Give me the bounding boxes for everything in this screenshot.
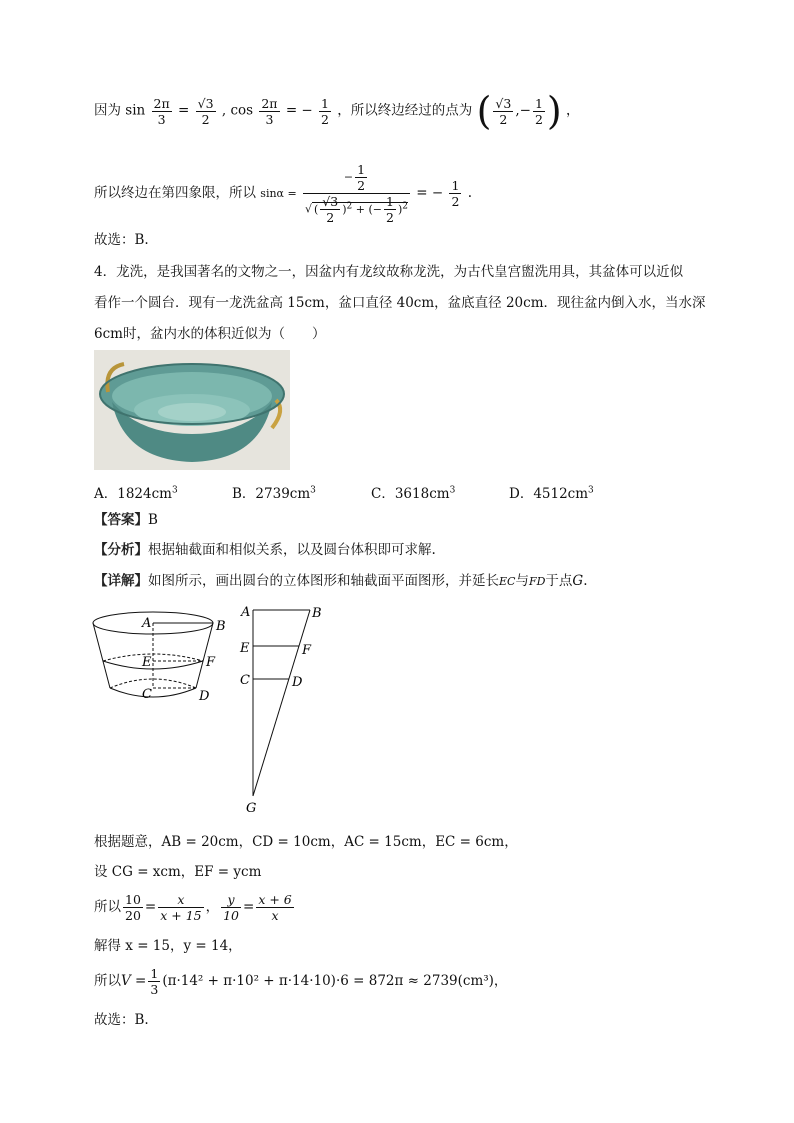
- plus: +: [355, 202, 365, 216]
- den: 3: [265, 111, 274, 127]
- den: x + 15: [160, 908, 202, 923]
- sec-label-d: D: [292, 675, 303, 690]
- num: 1: [321, 95, 329, 111]
- option-label: D．: [509, 486, 534, 502]
- analysis-line: [94, 540, 436, 560]
- num: x: [158, 892, 203, 908]
- comma: ,−: [515, 102, 531, 119]
- q4-line1: 4．龙洗，是我国著名的文物之一，因盆内有龙纹故称龙洗，为古代皇宫盥洗用具，其盆体可以近似: [94, 264, 684, 280]
- ratio-line: [94, 892, 296, 923]
- sin-alpha-line: [94, 162, 472, 225]
- num: 2π: [261, 95, 278, 111]
- cos: cos: [230, 102, 254, 119]
- answer-line: [94, 510, 158, 530]
- frac: [123, 892, 143, 923]
- label-b: B: [216, 619, 226, 634]
- eq: =: [178, 102, 190, 119]
- label-c: C: [142, 687, 152, 702]
- analysis-tag: 【分析】: [94, 542, 148, 558]
- den: 2: [385, 210, 394, 225]
- choose-b-1: 故选：B.: [94, 232, 149, 248]
- frustum-figure: [90, 600, 340, 820]
- given-line: 根据题意，AB = 20cm，CD = 10cm，AC = 15cm，EC = 6cm，: [94, 834, 518, 850]
- text: .: [583, 573, 588, 589]
- frac: [320, 194, 340, 225]
- frac: [158, 892, 203, 923]
- text: 于点: [545, 573, 573, 589]
- num: 1: [451, 178, 460, 193]
- option-b: [232, 482, 316, 502]
- text: 因为: [94, 102, 121, 119]
- text: 所以终边在第四象限，所以: [94, 185, 256, 201]
- option-d: [509, 482, 594, 502]
- q4-line2: 看作一个圆台．现有一龙洗盆高 15cm，盆口直径 40cm，盆底直径 20cm．现往盆内倒入水，当水深: [94, 295, 706, 311]
- num: [303, 162, 410, 194]
- den: 2: [357, 178, 366, 193]
- text: 如图所示，画出圆台的立体图形和轴截面平面图形，并延长: [148, 573, 499, 589]
- den: 2: [326, 210, 335, 225]
- frac: [221, 892, 241, 923]
- den: x: [271, 908, 279, 923]
- option-c: [371, 482, 455, 502]
- sup: 2: [346, 200, 353, 211]
- g: G: [572, 573, 584, 589]
- eq: = −: [416, 185, 444, 201]
- option-label: C．: [371, 486, 395, 502]
- sec-label-f: F: [302, 643, 312, 658]
- option-label: B．: [232, 486, 256, 502]
- paren: (: [476, 89, 492, 133]
- left-edge: [93, 623, 110, 688]
- sin: sin: [125, 102, 146, 119]
- num: 1: [385, 194, 394, 209]
- sup: 2: [402, 200, 408, 211]
- num: 1: [357, 162, 366, 177]
- label-d: D: [199, 689, 210, 704]
- den: 20: [125, 908, 141, 923]
- den: 3: [150, 982, 159, 997]
- let-line: 设 CG = xcm，EF = ycm: [94, 864, 262, 880]
- paren: ): [546, 89, 562, 133]
- bottom-front: [110, 688, 196, 697]
- num: √3: [322, 194, 339, 209]
- frac: [533, 96, 545, 127]
- text: 与: [515, 573, 529, 589]
- num: √3: [197, 95, 214, 111]
- num: 1: [150, 966, 159, 981]
- sec-label-e: E: [240, 641, 250, 656]
- expr: (π·14² + π·10² + π·14·10)·6 = 872π ≈ 2739(cm³)，: [162, 973, 508, 989]
- frac: [196, 96, 216, 127]
- num: 10: [125, 892, 141, 907]
- solve-line: 解得 x = 15，y = 14，: [94, 938, 242, 954]
- q4-line3: 6cm时，盆内水的体积近似为（ ）: [94, 326, 326, 342]
- frac: [259, 96, 279, 127]
- text: ，所以终边经过的点为: [337, 102, 473, 119]
- text: .: [467, 185, 473, 201]
- option-value: 3618cm: [394, 486, 450, 502]
- comma: ，: [205, 899, 220, 915]
- answer-tag: 【答案】: [94, 512, 148, 528]
- den: √ ( $\frac{√3}{2}$ )$^2$ + (− $\frac{1}{2}$ )$^2$: [304, 194, 408, 225]
- den: 3: [157, 111, 166, 127]
- big-frac: [303, 162, 410, 225]
- option-exp: 3: [449, 485, 456, 496]
- den: 2: [321, 111, 329, 127]
- option-label: A．: [94, 486, 118, 502]
- section-bg: [253, 610, 310, 796]
- answer: B: [148, 512, 158, 528]
- num: √3: [495, 95, 512, 111]
- comma: ,: [221, 102, 227, 119]
- sec-label-c: C: [240, 673, 250, 688]
- sec-label-b: B: [312, 606, 322, 621]
- choose-b-2: 故选：B.: [94, 1012, 149, 1028]
- num: 2π: [153, 95, 170, 111]
- analysis: 根据轴截面和相似关系，以及圆台体积即可求解.: [148, 542, 436, 558]
- option-exp: 3: [310, 485, 316, 496]
- option-value: 2739cm: [255, 486, 311, 502]
- label-a: A: [142, 616, 152, 631]
- option-exp: 3: [588, 485, 594, 496]
- eq: =: [243, 899, 255, 915]
- option-value: 4512cm: [533, 486, 589, 502]
- neg: −: [343, 170, 354, 184]
- v: V =: [121, 973, 147, 989]
- frac: [148, 966, 160, 997]
- text: 所以: [94, 973, 121, 989]
- den: 2: [201, 111, 210, 127]
- num: y: [221, 892, 241, 908]
- sin-cos-line: [94, 89, 580, 133]
- frac: [355, 162, 367, 193]
- eq: = −: [285, 102, 313, 119]
- volume-line: [94, 966, 507, 997]
- label-e: E: [142, 655, 152, 670]
- frac: [152, 96, 172, 127]
- bronze-basin-photo: [94, 350, 290, 470]
- sec-label-g: G: [246, 801, 257, 816]
- eq: =: [144, 899, 157, 915]
- fd: FD: [528, 575, 546, 588]
- frac: [319, 96, 331, 127]
- num: x + 6: [258, 892, 292, 907]
- detail-tag: 【详解】: [94, 573, 148, 589]
- frac: [256, 892, 293, 923]
- sec-label-a: A: [241, 605, 251, 620]
- den: 2: [499, 111, 508, 127]
- option-exp: 3: [171, 485, 178, 496]
- sin-alpha: sinα =: [260, 187, 297, 200]
- den: 2: [534, 111, 543, 127]
- den: 10: [223, 908, 240, 923]
- ec: EC: [499, 575, 516, 588]
- detail-line: [94, 571, 588, 592]
- frac: [449, 178, 461, 209]
- num: 1: [534, 95, 543, 111]
- den: 2: [451, 194, 460, 209]
- frac: [493, 96, 513, 127]
- sqrt: ( $\frac{√3}{2}$ )$^2$ + (− $\frac{1}{2}$ )$^2$: [314, 194, 408, 225]
- text: 所以: [94, 899, 121, 915]
- text: ，: [566, 102, 580, 119]
- frac: [384, 194, 396, 225]
- option-a: [94, 482, 178, 502]
- label-f: F: [206, 655, 216, 670]
- option-value: 1824cm: [117, 486, 172, 502]
